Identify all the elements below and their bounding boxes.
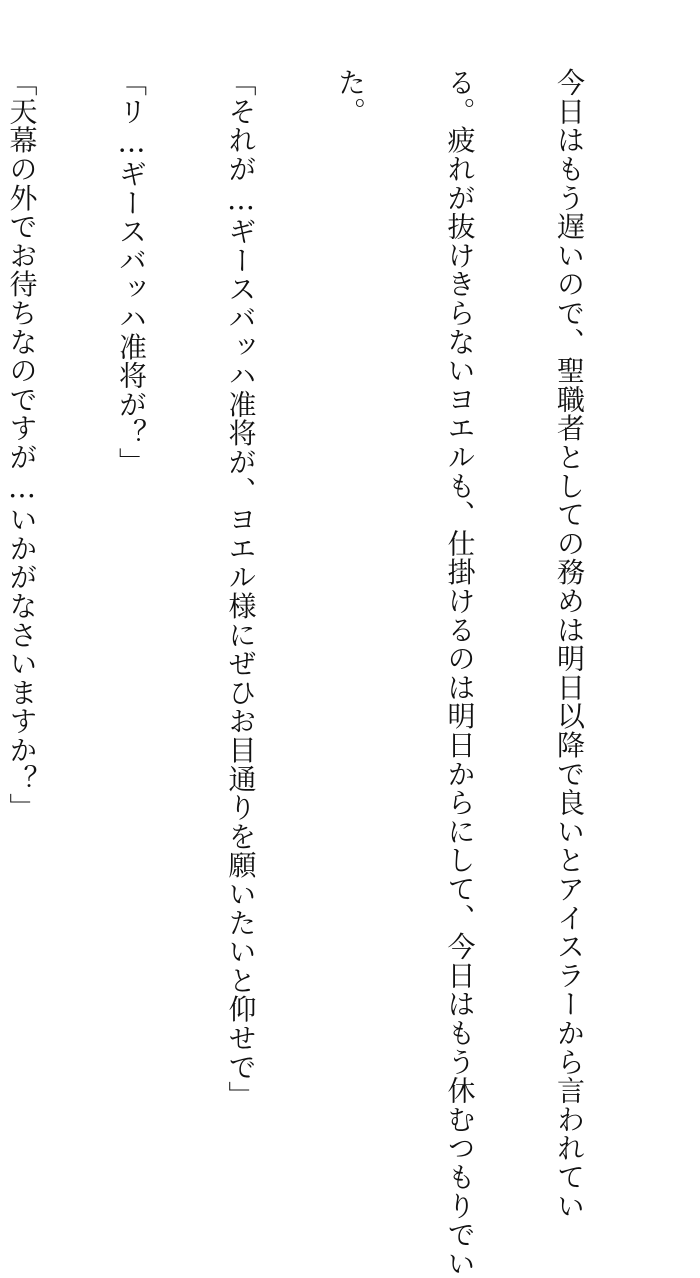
dialogue-column: 「リ…ギースバッハ准将が？」 — [115, 68, 148, 477]
dialogue-column: 「それが…ギースバッハ准将が、ヨエル様にぜひお目通りを願いたいと仰せで」 — [224, 68, 258, 1110]
vertical-text-block — [5, 68, 660, 1278]
text-column: 今日はもう遅いので、聖職者としての務めは明日以降で良いとアイスラーから言われてい — [553, 68, 586, 1220]
dialogue-column: 「天幕の外でお待ちなのですが…いかがなさいますか？」 — [5, 68, 39, 822]
text-column: る。疲れが抜けきらないヨエルも、仕掛けるのは明日からにして、今日はもう休むつもりでい — [443, 68, 477, 1278]
text-column: た。 — [334, 68, 367, 126]
